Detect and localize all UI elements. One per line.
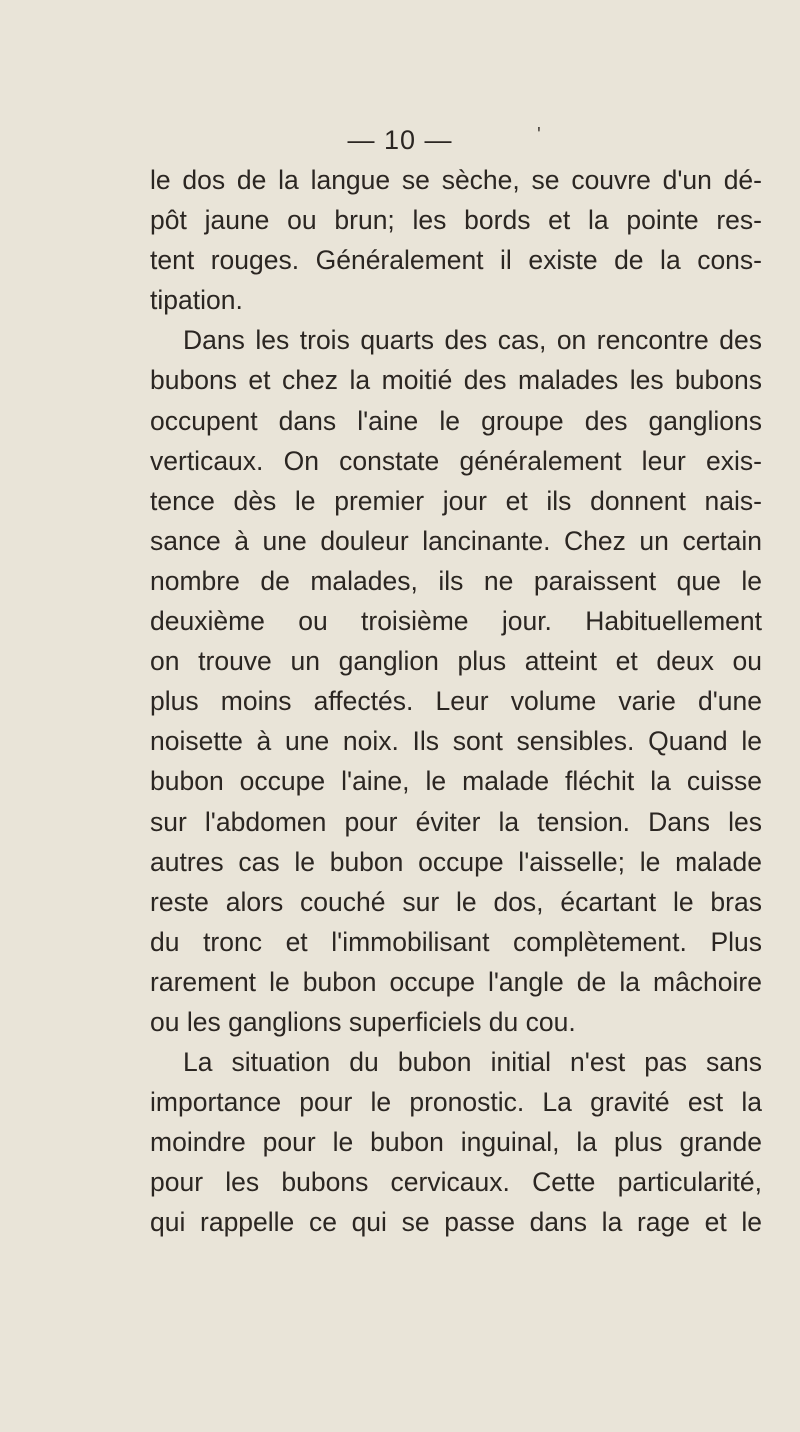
stray-mark: '	[537, 124, 541, 146]
page-number: — 10 —	[347, 125, 453, 155]
paragraph-first-line: La situation du bubon initial n'est pas sans	[183, 1047, 762, 1078]
text-line: pôt jaune ou brun; les bords et la pointe res-	[150, 205, 762, 236]
text-line: verticaux. On constate généralement leur exis-	[150, 445, 762, 476]
text-line: moindre pour le bubon inguinal, la plus grande	[150, 1127, 762, 1158]
text-line: importance pour le pronostic. La gravité est la	[150, 1087, 762, 1118]
text-line: sance à une douleur lancinante. Chez un certain	[150, 525, 762, 556]
text-line: occupent dans l'aine le groupe des ganglions	[150, 405, 762, 436]
body-text	[150, 160, 762, 1243]
text-line: noisette à une noix. Ils sont sensibles. Quand le	[150, 726, 762, 757]
text-line: nombre de malades, ils ne paraissent que le	[150, 565, 762, 596]
text-line: ou les ganglions superficiels du cou.	[150, 1006, 576, 1037]
text-line: tence dès le premier jour et ils donnent nais-	[150, 485, 762, 516]
text-line: autres cas le bubon occupe l'aisselle; le malade	[150, 846, 762, 877]
text-line: on trouve un ganglion plus atteint et deux ou	[150, 646, 762, 677]
paragraph-first-line: Dans les trois quarts des cas, on rencontre des	[183, 325, 762, 356]
text-line: bubon occupe l'aine, le malade fléchit la cuisse	[150, 766, 762, 797]
text-line: pour les bubons cervicaux. Cette particularité,	[150, 1167, 762, 1198]
text-line: sur l'abdomen pour éviter la tension. Dans les	[150, 806, 762, 837]
text-line: reste alors couché sur le dos, écartant le bras	[150, 886, 762, 917]
text-line: tipation.	[150, 285, 243, 316]
text-line: du tronc et l'immobilisant complètement. Plus	[150, 926, 762, 957]
text-line: deuxième ou troisième jour. Habituellement	[150, 606, 762, 637]
text-line: tent rouges. Généralement il existe de la cons-	[150, 245, 762, 276]
text-line: qui rappelle ce qui se passe dans la rage et le	[150, 1207, 762, 1238]
text-line: plus moins affectés. Leur volume varie d'une	[150, 686, 762, 717]
text-line: bubons et chez la moitié des malades les bubons	[150, 365, 762, 396]
text-line: rarement le bubon occupe l'angle de la mâchoire	[150, 966, 762, 997]
text-line: le dos de la langue se sèche, se couvre d'un dé-	[150, 165, 762, 195]
